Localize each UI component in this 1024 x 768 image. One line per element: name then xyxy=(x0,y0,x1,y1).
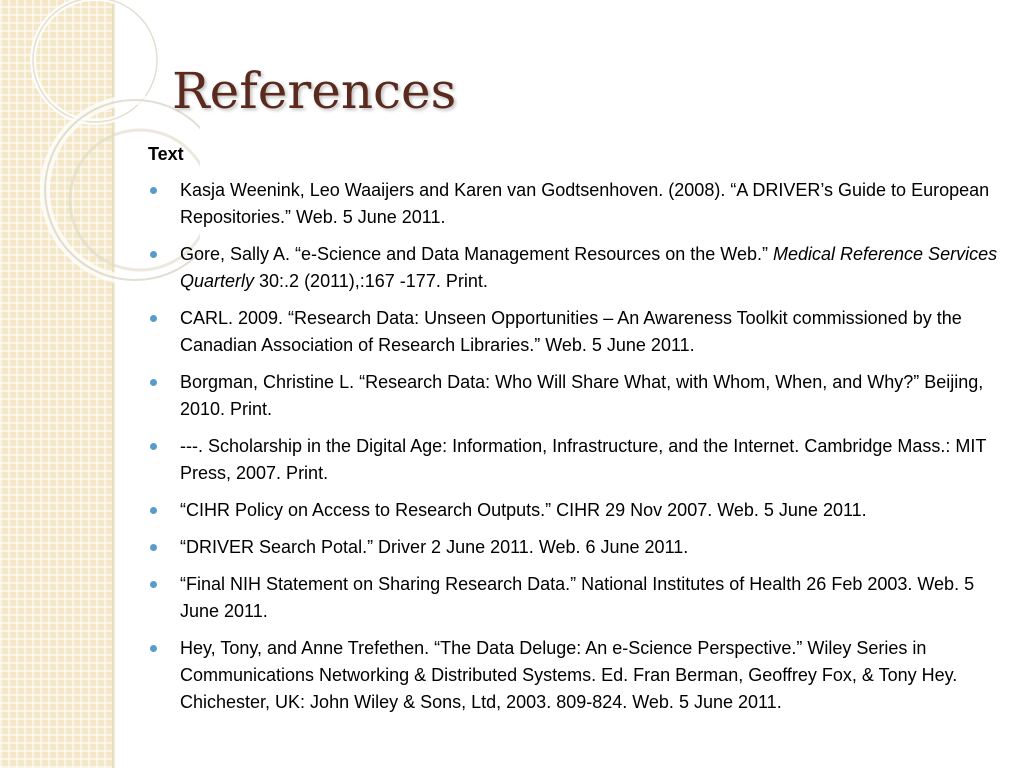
reference-text: Borgman, Christine L. “Research Data: Who Will Share What, with Whom, When, and Why?” Beijing, 2010. Print. xyxy=(180,372,984,419)
reference-text: Kasja Weenink, Leo Waaijers and Karen van Godtsenhoven. (2008). “A DRIVER’s Guide to European Repositories.” Web. 5 June 2011. xyxy=(180,180,990,227)
reference-text: “Final NIH Statement on Sharing Research Data.” National Institutes of Health 26 Feb 2003. Web. 5 June 2011. xyxy=(180,574,975,621)
reference-item xyxy=(148,635,998,716)
bullet-icon xyxy=(150,251,157,258)
reference-journal-title: Medical Reference Services Quarterly xyxy=(180,244,998,291)
reference-item xyxy=(148,369,998,423)
reference-item xyxy=(148,534,998,561)
reference-text-post: 30:.2 (2011),:167 -177. Print. xyxy=(254,271,488,291)
reference-text: “DRIVER Search Potal.” Driver 2 June 2011. Web. 6 June 2011. xyxy=(180,537,689,557)
bullet-icon xyxy=(150,443,157,450)
bullet-icon xyxy=(150,645,157,652)
bullet-icon xyxy=(150,507,157,514)
reference-item xyxy=(148,571,998,625)
content-area xyxy=(148,144,998,726)
bullet-icon xyxy=(150,379,157,386)
reference-item xyxy=(148,305,998,359)
reference-text: ---. Scholarship in the Digital Age: Information, Infrastructure, and the Internet. Cambridge Mass.: MIT Press, 2007. Print. xyxy=(180,436,987,483)
section-label: Text xyxy=(148,144,184,164)
reference-text-pre: Gore, Sally A. “e-Science and Data Management Resources on the Web.” xyxy=(180,244,773,264)
page-title: References xyxy=(172,62,457,120)
bullet-icon xyxy=(150,544,157,551)
reference-item xyxy=(148,433,998,487)
bullet-icon xyxy=(150,187,157,194)
bullet-icon xyxy=(150,581,157,588)
reference-item xyxy=(148,241,998,295)
reference-text: Hey, Tony, and Anne Trefethen. “The Data Deluge: An e-Science Perspective.” Wiley Series in Communications Networking & Distributed Systems. Ed. Fran Berman, Geoffrey Fox, & Tony Hey. Chichester, UK: John Wiley & Sons, Ltd, 2003. 809-824. Web. 5 June 2011. xyxy=(180,638,958,712)
reference-text: “CIHR Policy on Access to Research Outputs.” CIHR 29 Nov 2007. Web. 5 June 2011. xyxy=(180,500,867,520)
reference-item xyxy=(148,177,998,231)
reference-list xyxy=(148,177,998,716)
reference-text: CARL. 2009. “Research Data: Unseen Opportunities – An Awareness Toolkit commissioned by the Canadian Association of Research Libraries.” Web. 5 June 2011. xyxy=(180,308,962,355)
reference-item xyxy=(148,497,998,524)
bullet-icon xyxy=(150,315,157,322)
